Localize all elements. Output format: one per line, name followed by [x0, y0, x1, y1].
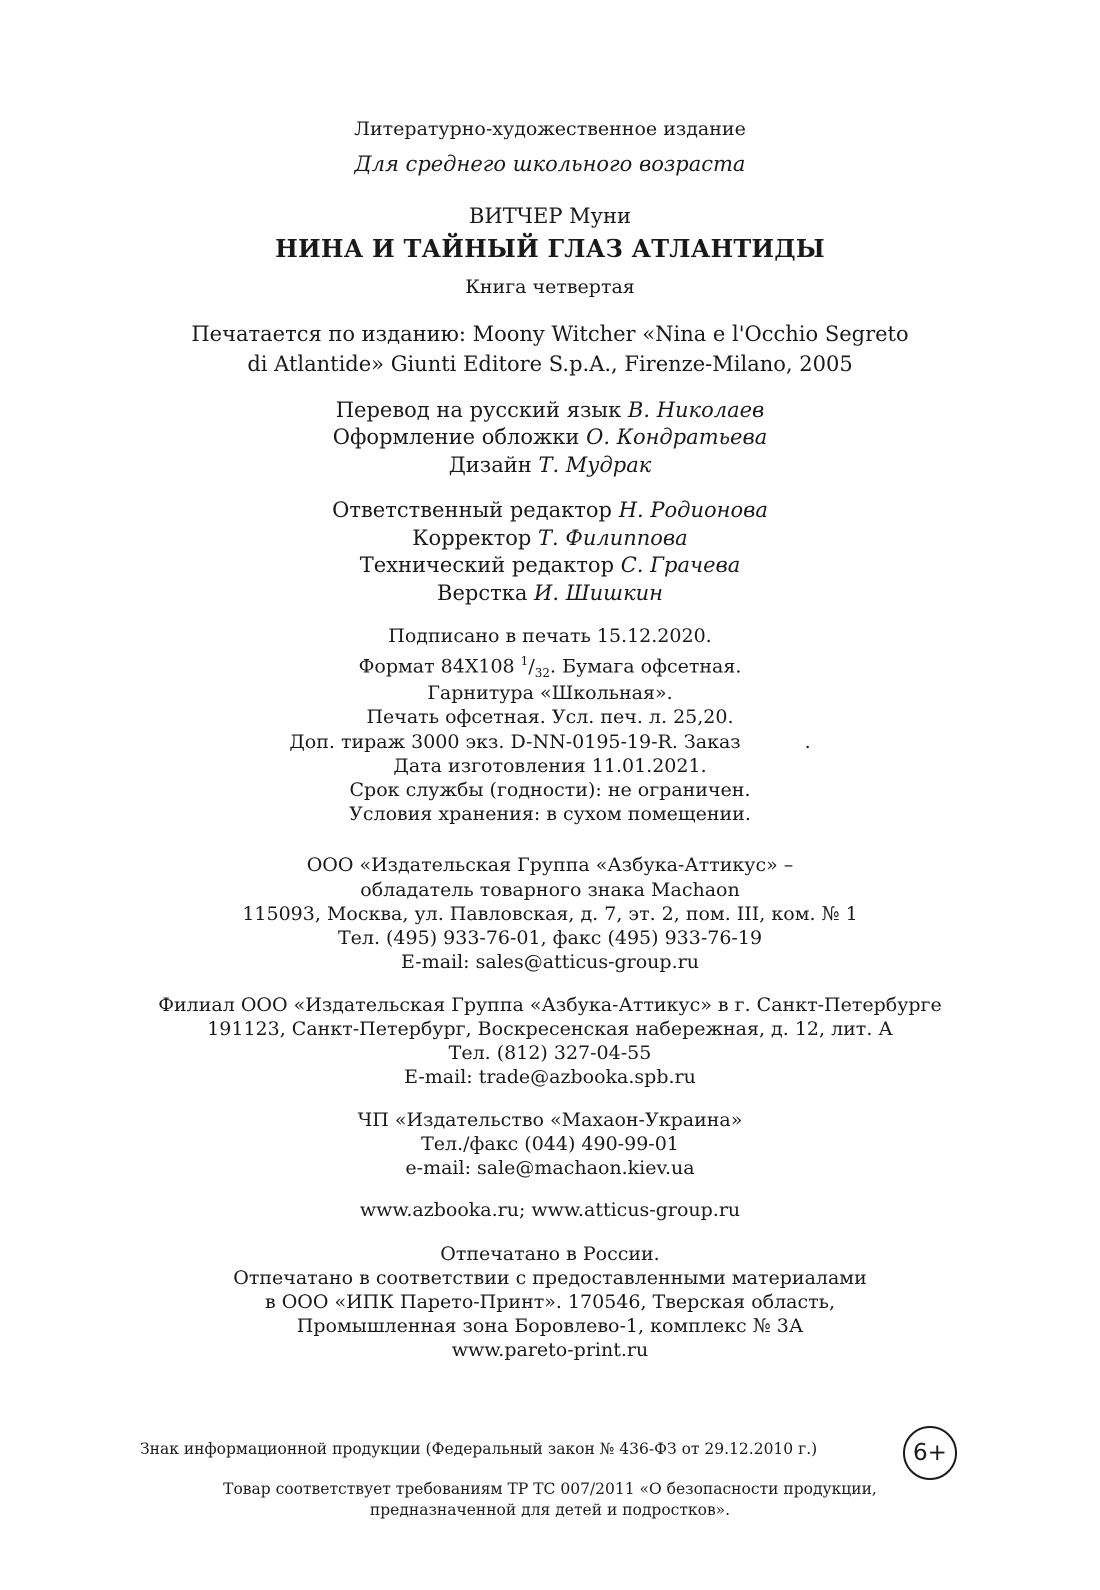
format-suffix: . Бумага офсетная.	[550, 655, 742, 678]
credit-role: Перевод на русский язык	[335, 398, 622, 422]
publisher-trademark: обладатель товарного знака Machaon	[360, 879, 740, 901]
source-line-1: Печатается по изданию: Moony Witcher «Nina e l'Occhio Segreto	[191, 322, 909, 346]
editor-name: И. Шишкин	[534, 581, 663, 605]
print-run-end: .	[804, 731, 811, 753]
ukraine-email: e-mail: sale@machaon.kiev.ua	[405, 1157, 695, 1179]
credit-cover	[0, 425, 1100, 449]
printer-line-3: в ООО «ИПК Парето-Принт». 170546, Тверская область,	[264, 1291, 836, 1313]
branch-address: 191123, Санкт-Петербург, Воскресенская набережная, д. 12, лит. А	[207, 1018, 893, 1040]
publisher-name: ООО «Издательская Группа «Азбука-Аттикус» –	[306, 854, 794, 876]
credit-name: О. Кондратьева	[586, 425, 768, 449]
format-prefix: Формат 84Х108	[358, 655, 515, 678]
age-group: Для среднего школьного возраста	[354, 152, 746, 176]
print-date: Дата изготовления 11.01.2021.	[393, 755, 707, 777]
ukraine-name: ЧП «Издательство «Махаон-Украина»	[357, 1109, 743, 1131]
source-line-2: di Atlantide» Giunti Editore S.p.A., Firenze-Milano, 2005	[247, 352, 853, 376]
publisher-phone: Тел. (495) 933-76-01, факс (495) 933-76-19	[337, 927, 763, 949]
volume: Книга четвертая	[465, 276, 635, 298]
book-title: НИНА И ТАЙНЫЙ ГЛАЗ АТЛАНТИДЫ	[275, 234, 825, 263]
age-rating-badge: 6+	[903, 1426, 957, 1480]
print-storage: Условия хранения: в сухом помещении.	[349, 803, 751, 825]
print-run	[0, 731, 1100, 753]
compliance-line-2: предназначенной для детей и подростков».	[369, 1501, 731, 1519]
format-denominator: 32	[534, 666, 550, 681]
editor-layout	[0, 581, 1100, 605]
credit-name: Т. Мудрак	[538, 453, 652, 477]
editor-role: Корректор	[412, 526, 532, 550]
print-signed: Подписано в печать 15.12.2020.	[388, 625, 712, 647]
editor-role: Ответственный редактор	[332, 498, 613, 522]
print-format: Формат 84Х108 $^1/_{32}$. Бумага офсетная.	[358, 654, 742, 681]
format-numerator: 1	[520, 654, 529, 668]
printer-line-5: www.pareto-print.ru	[451, 1339, 649, 1361]
ukraine-phone: Тел./факс (044) 490-99-01	[421, 1133, 679, 1155]
printer-line-1: Отпечатано в России.	[440, 1243, 660, 1265]
publisher-email: E-mail: sales@atticus-group.ru	[401, 951, 699, 973]
editor-name: Н. Родионова	[618, 498, 768, 522]
credit-translation	[0, 398, 1100, 422]
edition-type: Литературно-художественное издание	[354, 118, 746, 140]
author: ВИТЧЕР Муни	[469, 204, 631, 228]
editor-role: Верстка	[437, 581, 528, 605]
credit-role: Оформление обложки	[332, 425, 580, 449]
publisher-address: 115093, Москва, ул. Павловская, д. 7, эт. 2, пом. III, ком. № 1	[242, 903, 858, 925]
websites: www.azbooka.ru; www.atticus-group.ru	[359, 1199, 741, 1221]
editor-proofreader	[0, 526, 1100, 550]
credit-name: В. Николаев	[627, 398, 765, 422]
info-mark-text: Знак информационной продукции (Федеральный закон № 436-ФЗ от 29.12.2010 г.)	[140, 1440, 818, 1458]
editor-role: Технический редактор	[359, 553, 615, 577]
branch-phone: Тел. (812) 327-04-55	[448, 1042, 652, 1064]
editor-technical	[0, 553, 1100, 577]
print-shelf-life: Срок службы (годности): не ограничен.	[349, 779, 751, 801]
compliance-line-1: Товар соответствует требованиям ТР ТС 007/2011 «О безопасности продукции,	[223, 1480, 877, 1498]
editor-name: Т. Филиппова	[538, 526, 688, 550]
printer-line-4: Промышленная зона Боровлево-1, комплекс № 3А	[296, 1315, 804, 1337]
editor-chief	[0, 498, 1100, 522]
print-typeface: Гарнитура «Школьная».	[427, 682, 673, 704]
editor-name: С. Грачева	[620, 553, 741, 577]
printer-line-2: Отпечатано в соответствии с предоставленными материалами	[233, 1267, 867, 1289]
credit-design	[0, 453, 1100, 477]
branch-name: Филиал ООО «Издательская Группа «Азбука-Аттикус» в г. Санкт-Петербурге	[158, 994, 942, 1016]
print-method: Печать офсетная. Усл. печ. л. 25,20.	[366, 706, 734, 728]
branch-email: E-mail: trade@azbooka.spb.ru	[404, 1066, 696, 1088]
credit-role: Дизайн	[448, 453, 532, 477]
print-run-text: Доп. тираж 3000 экз. D-NN-0195-19-R. Заказ	[289, 731, 741, 753]
